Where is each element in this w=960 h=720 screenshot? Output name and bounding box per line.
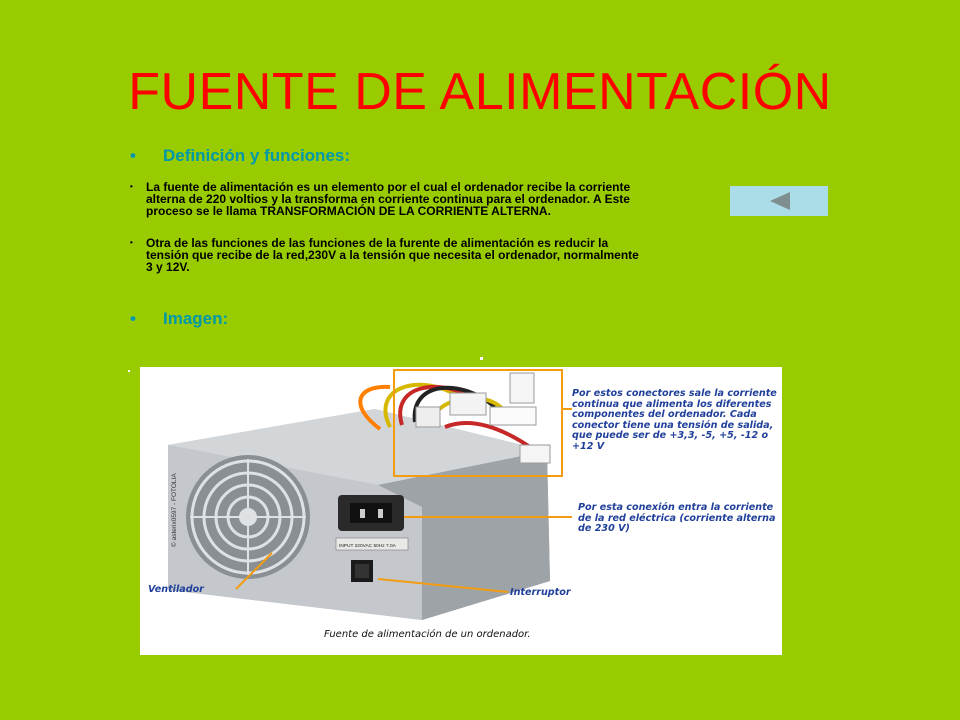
triangle-left-icon (768, 191, 792, 211)
label-switch: Interruptor (510, 587, 571, 598)
label-fan: Ventilador (148, 584, 204, 595)
input-plate-text: INPUT 220VAC 50Hz 7.0A (339, 544, 396, 549)
decorative-dot-small (128, 370, 130, 372)
figure-caption: Fuente de alimentación de un ordenador. (324, 629, 531, 640)
paragraph-transformation: • La fuente de alimentación es un elemento por el cual el ordenador recibe la corriente alterna de 220 voltios y la transforma en corriente continua para el ordenador. A Este proceso se le llama TRANSFORMACIÓN DE LA CORRIENTE ALTERNA. (146, 181, 641, 217)
decorative-dot (480, 357, 483, 360)
paragraph-voltage: • Otra de las funciones de las funciones de la furente de alimentación es reducir la tensión que recibe de la red,230V a la tensión que necesita el ordenador, normalmente 3 y 12V. (146, 237, 641, 273)
power-supply-figure (140, 367, 782, 655)
watermark-text: © asterix0597 - FOTOLIA (171, 473, 178, 547)
note-connectors: Por estos conectores sale la corriente continua que alimenta los diferentes componentes del ordenador. Cada conector tiene una tensión de salida, que puede ser de +3,3, -5, +5, -12 o +12 V (572, 388, 777, 452)
heading-definition: • Definición y funciones: (163, 146, 350, 166)
previous-slide-button[interactable] (730, 186, 828, 216)
heading-image: • Imagen: (163, 309, 228, 329)
slide-title: FUENTE DE ALIMENTACIÓN (128, 63, 832, 121)
note-power-input: Por esta conexión entra la corriente de la red eléctrica (corriente alterna de 230 V) (578, 502, 776, 535)
